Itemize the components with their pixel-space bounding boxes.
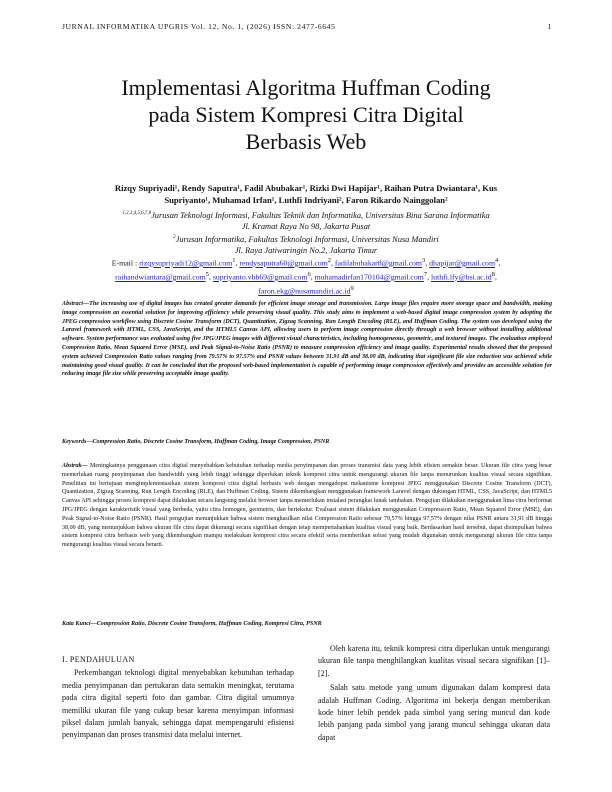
affiliation-sup: 1,2,3,4,5,6,7,8	[122, 211, 152, 216]
affiliation-address: Jl. Kramat Raya No 98, Jakarta Pusat	[241, 221, 371, 231]
author-line: Supriyanto¹, Muhamad Irfan¹, Luthfi Indriyani², Faron Rikardo Nainggolan²	[164, 195, 448, 205]
abstrak-lead: Abstrak—	[62, 463, 88, 469]
email-link[interactable]: rizqysupriyadi12@gmail.com	[139, 258, 233, 268]
right-paragraph-2: Salah satu metode yang umum digunakan dalam kompresi data adalah Huffman Coding. Algoritma ini bekerja dengan memberikan kode biner lebih pendek pada simbol yang sering muncul dan kode lebih panjang pada simbol yang jarang muncul sehingga ukuran data dapat	[318, 683, 550, 742]
keywords-en: Keywords—Compression Ratio, Discrete Cosine Transform, Huffman Coding, Image Compression, PSNR	[62, 439, 330, 445]
affiliation-address: Jl. Raya Jatiwaringin No.2, Jakarta Timur	[234, 245, 378, 255]
affiliation-2	[60, 232, 552, 256]
email-link[interactable]: dhapijar@gmail.com	[429, 258, 496, 268]
left-column	[62, 654, 294, 742]
email-link[interactable]: supriyanto.vbb69@gmail.com	[212, 272, 308, 282]
affiliation-line	[60, 232, 552, 245]
abstrak-text: Meningkatnya penggunaan citra digital menyebabkan kebutuhan terhadap media penyimpanan dan proses transmisi data yang lebih efisien semakin besar. Ukuran file citra yang besar memerlukan ruang penyimpanan dan bandwidth yang lebih tinggi sehingga diperlukan teknik kompresi citra untuk mengurangi ukuran file tanpa menurunkan kualitas visual secara signifikan. Penelitian ini bertujuan mengimplementasikan sistem kompresi citra digital berbasis web dengan mengadopsi mekanisme kompresi JPEG menggunakan Discrete Cosine Transform (DCT), Quantization, Zigzag Scanning, Run Length Encoding (RLE), dan Huffman Coding. Sistem dikembangkan menggunakan framework Laravel dengan dukungan HTML, CSS, JavaScript, dan HTML5 Canvas API sehingga proses kompresi dapat dilakukan secara langsung melalui browser tanpa memerlukan instalasi perangkat lunak tambahan. Pengujian dilakukan menggunakan lima citra berformat JPG/JPEG dengan karakteristik visual yang berbeda, yaitu citra homogen, geometris, dan bertekstur. Evaluasi sistem dilakukan menggunakan Compression Ratio, Mean Squared Error (MSE), dan Peak Signal-to-Noise Ratio (PSNR). Hasil pengujian menunjukkan bahwa sistem menghasilkan nilai Compression Ratio sebesar 79,57% hingga 97,57% dengan nilai PSNR antara 31,91 dB hingga 38,00 dB, yang menunjukkan bahwa ukuran file citra dapat dikurangi secara signifikan dengan tetap mempertahankan kualitas visual yang baik. Berdasarkan hasil tersebut, dapat disimpulkan bahwa sistem kompresi citra berbasis web yang dikembangkan mampu melakukan kompresi citra secara efektif serta memberikan solusi yang mudah digunakan untuk mengurangi ukuran file citra tanpa mengurangi kualitas visual secara berarti.	[62, 463, 552, 549]
affiliation-1	[60, 208, 552, 232]
section-heading: I. PENDAHULUAN	[62, 655, 135, 664]
right-paragraph-1: Oleh karena itu, teknik kompresi citra diperlukan untuk mengurangi ukuran file tanpa menghilangkan kualitas visual secara signifikan [1]–[2].	[318, 644, 550, 678]
email-line-3: $faron.ekg@nusamandiri.ac.id^9$	[258, 285, 354, 296]
affiliation-sup: 2	[173, 235, 176, 240]
title-line: Implementasi Algoritma Huffman Coding	[121, 75, 491, 100]
intro-paragraph: Perkembangan teknologi digital menyebabkan kebutuhan terhadap media penyimpanan dan pertukaran data semakin meningkat, terutama pada citra digital seperti foto dan gambar. Citra digital umumnya memiliki ukuran file yang cukup besar karena menyimpan informasi piksel dalam jumlah banyak, sehingga dapat mempengaruhi efisiensi penyimpanan dan proses transmisi data melalui internet.	[62, 668, 294, 740]
page-number: 1	[547, 22, 552, 31]
affiliation-text: Jurusan Teknologi Informasi, Fakultas Teknik dan Informatika, Universitas Bina Sarana Informatika	[151, 210, 490, 220]
keywords-id: Kata Kunci—Compression Ratio, Discrete Cosine Transform, Huffman Coding, Kompresi Citra, PSNR	[62, 621, 322, 627]
email-link[interactable]: luthfi.lfy@bsi.ac.id	[430, 272, 492, 282]
email-line-2: raihandwiantara@gmail.com$^5$, supriyanto.vbb69@gmail.com$^6$, muhamadirfan170104@gmail.com$^7$, $luthfi.lfy@bsi.ac.id^8$,	[115, 271, 497, 282]
journal-info: JURNAL INFORMATIKA UPGRIS Vol. 12, No. 1, (2026) ISSN: 2477-6645	[62, 22, 336, 31]
running-header	[62, 22, 552, 31]
abstract-id	[62, 462, 552, 550]
affiliation-line	[60, 208, 552, 221]
abstract-lead: Abstract—	[62, 301, 90, 307]
title-line: Berbasis Web	[245, 129, 367, 154]
email-link[interactable]: fadilabubakar8@gmail.com	[334, 258, 422, 268]
abstract-en	[62, 300, 552, 379]
affiliation-text: Jurusan Informatika, Fakultas Teknologi Informasi, Universitas Nusa Mandiri	[175, 234, 439, 244]
abstract-text: The increasing use of digital images has created greater demands for efficient image storage and transmission. Large image files require more storage space and bandwidth, making image compression an essential solution for improving efficiency while preserving visual quality. This study aims to implement a web-based digital image compression system by adopting the JPEG compression workflow using Discrete Cosine Transform (DCT), Quantization, Zigzag Scanning, Run Length Encoding (RLE), and Huffman Coding. The system was developed using the Laravel framework with HTML, CSS, JavaScript, and the HTML5 Canvas API, allowing users to perform image compression directly through a web browser without installing additional software. System performance was evaluated using five JPG/JPEG images with different visual characteristics, including homogeneous, geometric, and textured images. The evaluation employed Compression Ratio, Mean Squared Error (MSE), and Peak Signal-to-Noise Ratio (PSNR) to measure compression efficiency and image quality. Experimental results showed that the proposed system achieved Compression Ratio values ranging from 79.57% to 97.57% and PSNR values between 31.91 dB and 38.00 dB, indicating that significant file size reduction was achieved while maintaining good visual quality. It can be concluded that the proposed web-based implementation is capable of performing image compression effectively and provides an accessible solution for reducing image file size while preserving acceptable image quality.	[62, 301, 552, 378]
email-link[interactable]: muhamadirfan170104@gmail.com	[314, 272, 424, 282]
email-link[interactable]: rendysaputra60@gmail.com	[239, 258, 328, 268]
author-list	[60, 182, 552, 206]
right-column	[318, 643, 550, 746]
paper-title	[0, 74, 612, 155]
email-link[interactable]: raihandwiantara@gmail.com	[115, 272, 206, 282]
email-label: E-mail :	[111, 258, 138, 268]
email-link[interactable]: faron.ekg@nusamandiri.ac.id	[258, 286, 351, 296]
email-block	[48, 255, 564, 297]
title-line: pada Sistem Kompresi Citra Digital	[148, 102, 464, 127]
email-line-1: E-mail : rizqysupriyadi12@gmail.com$^1$, rendysaputra60@gmail.com$^2$, fadilabubakar8@gmail.com$^3$, dhapijar@gmail.com$^4$,	[111, 257, 501, 268]
author-line: Rizqy Supriyadi¹, Rendy Saputra¹, Fadil Abubakar¹, Rizki Dwi Hapijar¹, Raihan Putra Dwiantara¹, Kus	[114, 183, 498, 193]
